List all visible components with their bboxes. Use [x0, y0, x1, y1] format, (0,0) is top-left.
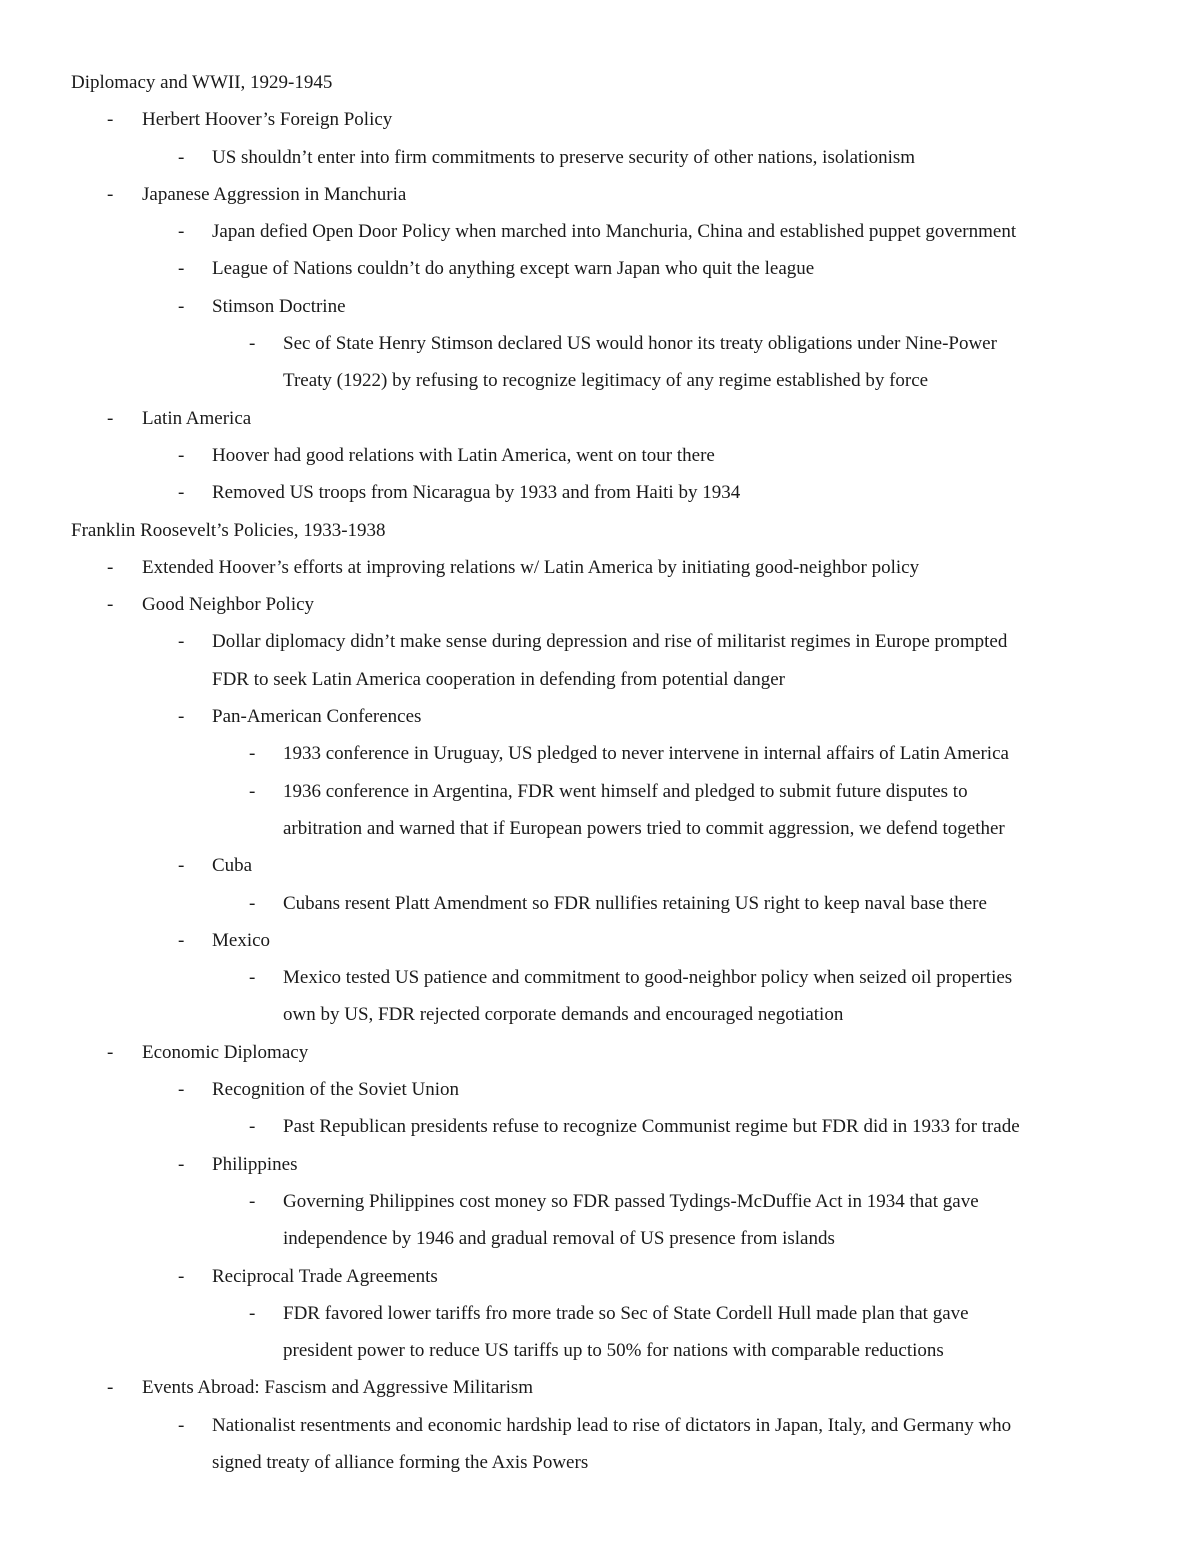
outline-item-level-3: [0, 735, 1200, 772]
outline-item-level-3: [0, 885, 1200, 922]
outline-item-text: Recognition of the Soviet Union: [212, 1079, 459, 1101]
outline-item-level-1: [0, 586, 1200, 623]
outline-item-level-2: [0, 250, 1200, 287]
bullet-dash: -: [249, 743, 256, 765]
outline-item-level-1: [0, 176, 1200, 213]
outline-item-continuation: [0, 1332, 1200, 1369]
outline-item-level-2: [0, 139, 1200, 176]
outline-item-text: Philippines: [212, 1153, 298, 1175]
outline-item-text: Cubans resent Platt Amendment so FDR nullifies retaining US right to keep naval base there: [283, 892, 987, 914]
bullet-dash: -: [249, 1116, 256, 1138]
outline-item-level-1: [0, 101, 1200, 138]
outline-item-text: FDR to seek Latin America cooperation in defending from potential danger: [212, 668, 785, 690]
outline-item-text: Cuba: [212, 855, 253, 877]
bullet-dash: -: [178, 444, 185, 466]
outline-item-text: Removed US troops from Nicaragua by 1933 and from Haiti by 1934: [212, 482, 741, 504]
outline-item-text: Events Abroad: Fascism and Aggressive Militarism: [142, 1377, 534, 1399]
bullet-dash: -: [249, 780, 256, 802]
outline-item-level-3: [0, 1183, 1200, 1220]
bullet-dash: -: [107, 1377, 114, 1399]
bullet-dash: -: [178, 706, 185, 728]
outline-item-level-2: [0, 213, 1200, 250]
outline-item-level-2: [0, 474, 1200, 511]
outline-item-text: FDR favored lower tariffs fro more trade so Sec of State Cordell Hull made plan that gave: [283, 1302, 969, 1324]
bullet-dash: -: [107, 183, 114, 205]
outline-item-text: Herbert Hoover’s Foreign Policy: [142, 109, 393, 131]
outline-item-level-2: [0, 1407, 1200, 1444]
outline-item-text: Latin America: [142, 407, 252, 429]
outline-item-text: Treaty (1922) by refusing to recognize legitimacy of any regime established by force: [283, 370, 929, 392]
outline-item-level-3: [0, 325, 1200, 362]
section-heading: [0, 512, 1200, 549]
outline-item-text: Extended Hoover’s efforts at improving relations w/ Latin America by initiating good-neighbor policy: [142, 556, 920, 578]
outline-item-text: arbitration and warned that if European powers tried to commit aggression, we defend together: [283, 817, 1005, 839]
bullet-dash: -: [249, 333, 256, 355]
document-body: [0, 64, 1200, 1481]
outline-item-continuation: [0, 1444, 1200, 1481]
bullet-dash: -: [178, 1079, 185, 1101]
bullet-dash: -: [107, 109, 114, 131]
bullet-dash: -: [249, 1302, 256, 1324]
section-heading: [0, 64, 1200, 101]
outline-item-text: Mexico tested US patience and commitment to good-neighbor policy when seized oil properties: [283, 967, 1013, 989]
bullet-dash: -: [178, 258, 185, 280]
bullet-dash: -: [249, 892, 256, 914]
outline-item-level-2: [0, 1071, 1200, 1108]
bullet-dash: -: [249, 1190, 256, 1212]
outline-item-level-1: [0, 400, 1200, 437]
outline-item-text: own by US, FDR rejected corporate demands and encouraged negotiation: [283, 1004, 844, 1026]
bullet-dash: -: [178, 146, 185, 168]
outline-item-text: League of Nations couldn’t do anything except warn Japan who quit the league: [212, 258, 815, 280]
outline-item-text: Dollar diplomacy didn’t make sense during depression and rise of militarist regimes in Europe prompted: [212, 631, 1008, 653]
outline-item-text: Past Republican presidents refuse to recognize Communist regime but FDR did in 1933 for trade: [283, 1116, 1020, 1138]
bullet-dash: -: [178, 929, 185, 951]
section-heading-text: Diplomacy and WWII, 1929-1945: [71, 72, 333, 93]
bullet-dash: -: [107, 594, 114, 616]
outline-item-level-3: [0, 959, 1200, 996]
bullet-dash: -: [178, 855, 185, 877]
outline-item-level-2: [0, 623, 1200, 660]
outline-item-text: Mexico: [212, 929, 271, 951]
outline-item-text: Sec of State Henry Stimson declared US would honor its treaty obligations under Nine-Power: [283, 333, 997, 355]
bullet-dash: -: [178, 1414, 185, 1436]
outline-item-level-3: [0, 773, 1200, 810]
outline-item-text: Nationalist resentments and economic hardship lead to rise of dictators in Japan, Italy, and Germany who: [212, 1414, 1012, 1436]
outline-item-level-2: [0, 1146, 1200, 1183]
outline-item-text: Economic Diplomacy: [142, 1041, 309, 1063]
outline-item-continuation: [0, 661, 1200, 698]
bullet-dash: -: [178, 295, 185, 317]
outline-item-text: Governing Philippines cost money so FDR passed Tydings-McDuffie Act in 1934 that gave: [283, 1190, 979, 1212]
outline-item-text: Japan defied Open Door Policy when marched into Manchuria, China and established puppet government: [212, 221, 1017, 243]
bullet-dash: -: [178, 1265, 185, 1287]
outline-item-text: president power to reduce US tariffs up to 50% for nations with comparable reductions: [283, 1340, 944, 1362]
outline-item-text: independence by 1946 and gradual removal of US presence from islands: [283, 1228, 835, 1250]
outline-item-level-2: [0, 698, 1200, 735]
outline-item-text: Japanese Aggression in Manchuria: [142, 183, 407, 205]
outline-item-level-1: [0, 1034, 1200, 1071]
bullet-dash: -: [178, 482, 185, 504]
outline-item-level-2: [0, 847, 1200, 884]
outline-item-text: Hoover had good relations with Latin America, went on tour there: [212, 444, 715, 466]
outline-item-level-2: [0, 1258, 1200, 1295]
outline-item-level-2: [0, 437, 1200, 474]
outline-item-level-3: [0, 1108, 1200, 1145]
outline-item-level-1: [0, 1369, 1200, 1406]
bullet-dash: -: [178, 631, 185, 653]
bullet-dash: -: [107, 407, 114, 429]
outline-item-level-1: [0, 549, 1200, 586]
outline-item-text: 1933 conference in Uruguay, US pledged to never intervene in internal affairs of Latin America: [283, 743, 1009, 765]
outline-item-text: Stimson Doctrine: [212, 295, 346, 317]
outline-item-continuation: [0, 810, 1200, 847]
outline-item-text: signed treaty of alliance forming the Axis Powers: [212, 1451, 589, 1473]
outline-item-level-3: [0, 1295, 1200, 1332]
outline-item-text: Good Neighbor Policy: [142, 594, 315, 616]
outline-item-text: US shouldn’t enter into firm commitments to preserve security of other nations, isolationism: [212, 146, 916, 168]
outline-item-level-2: [0, 288, 1200, 325]
outline-item-text: Reciprocal Trade Agreements: [212, 1265, 438, 1287]
outline-item-continuation: [0, 362, 1200, 399]
bullet-dash: -: [107, 556, 114, 578]
outline-item-continuation: [0, 996, 1200, 1033]
bullet-dash: -: [249, 967, 256, 989]
bullet-dash: -: [178, 1153, 185, 1175]
outline-item-text: Pan-American Conferences: [212, 706, 422, 728]
outline-item-text: 1936 conference in Argentina, FDR went himself and pledged to submit future disputes to: [283, 780, 968, 802]
section-heading-text: Franklin Roosevelt’s Policies, 1933-1938: [71, 519, 386, 541]
outline-item-continuation: [0, 1220, 1200, 1257]
outline-item-level-2: [0, 922, 1200, 959]
bullet-dash: -: [107, 1041, 114, 1063]
bullet-dash: -: [178, 221, 185, 243]
